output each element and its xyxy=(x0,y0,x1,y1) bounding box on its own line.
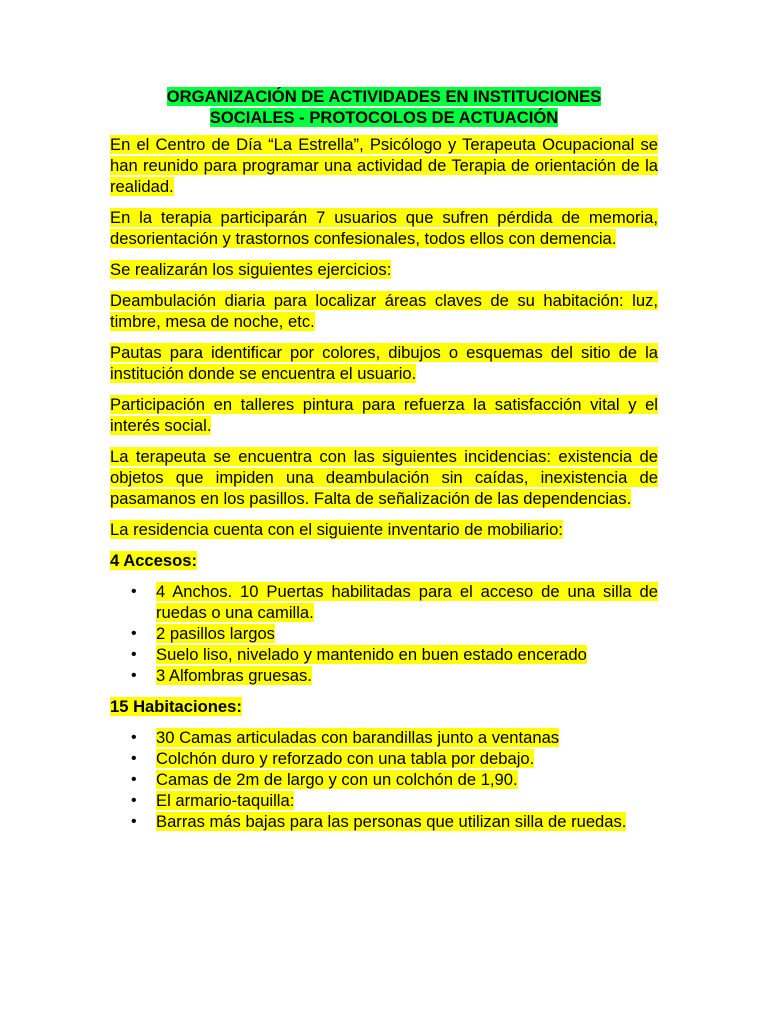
section-heading-accesos: 4 Accesos: xyxy=(110,551,198,570)
paragraph-incidents: La terapeuta se encuentra con las siguientes incidencias: existencia de objetos que impiden una deambulación sin caídas, inexistencia de pasamanos en los pasillos. Falta de señalización de las dependencias. xyxy=(110,447,658,508)
paragraph-inventory-intro: La residencia cuenta con el siguiente inventario de mobiliario: xyxy=(110,520,563,539)
bullet-icon: • xyxy=(131,813,137,830)
title-line-1: ORGANIZACIÓN DE ACTIVIDADES EN INSTITUCIONES xyxy=(166,87,602,106)
section-heading-habitaciones: 15 Habitaciones: xyxy=(110,697,242,716)
bullet-icon: • xyxy=(131,771,137,788)
paragraph-intro: En el Centro de Día “La Estrella”, Psicólogo y Terapeuta Ocupacional se han reunido para programar una actividad de Terapia de orientación de la realidad. xyxy=(110,135,658,196)
bullet-icon: • xyxy=(131,583,137,600)
bullet-icon: • xyxy=(131,646,137,663)
list-item: • 3 Alfombras gruesas. xyxy=(131,666,312,685)
list-accesos xyxy=(110,581,658,686)
list-item: • 4 Anchos. 10 Puertas habilitadas para el acceso de una silla de ruedas o una camilla. xyxy=(131,582,658,622)
list-habitaciones xyxy=(110,727,658,832)
list-item: • 30 Camas articuladas con barandillas junto a ventanas xyxy=(131,728,560,747)
paragraph-participants: En la terapia participarán 7 usuarios que sufren pérdida de memoria, desorientación y trastornos confesionales, todos ellos con demencia. xyxy=(110,208,658,248)
list-item: • Barras más bajas para las personas que utilizan silla de ruedas. xyxy=(131,812,627,831)
list-item: • 2 pasillos largos xyxy=(131,624,275,643)
bullet-icon: • xyxy=(131,792,137,809)
list-item: • Colchón duro y reforzado con una tabla por debajo. xyxy=(131,749,535,768)
document-body xyxy=(110,86,658,842)
document-title xyxy=(110,86,658,128)
bullet-icon: • xyxy=(131,625,137,642)
paragraph-exercise-1: Deambulación diaria para localizar áreas claves de su habitación: luz, timbre, mesa de noche, etc. xyxy=(110,291,658,331)
bullet-icon: • xyxy=(131,750,137,767)
list-item: • Camas de 2m de largo y con un colchón de 1,90. xyxy=(131,770,518,789)
paragraph-exercises-intro: Se realizarán los siguientes ejercicios: xyxy=(110,260,392,279)
paragraph-exercise-3: Participación en talleres pintura para refuerza la satisfacción vital y el interés social. xyxy=(110,395,658,435)
bullet-icon: • xyxy=(131,729,137,746)
list-item: • Suelo liso, nivelado y mantenido en buen estado encerado xyxy=(131,645,587,664)
list-item: • El armario-taquilla: xyxy=(131,791,295,810)
paragraph-exercise-2: Pautas para identificar por colores, dibujos o esquemas del sitio de la institución donde se encuentra el usuario. xyxy=(110,343,658,383)
title-line-2: SOCIALES - PROTOCOLOS DE ACTUACIÓN xyxy=(209,108,559,127)
bullet-icon: • xyxy=(131,667,137,684)
